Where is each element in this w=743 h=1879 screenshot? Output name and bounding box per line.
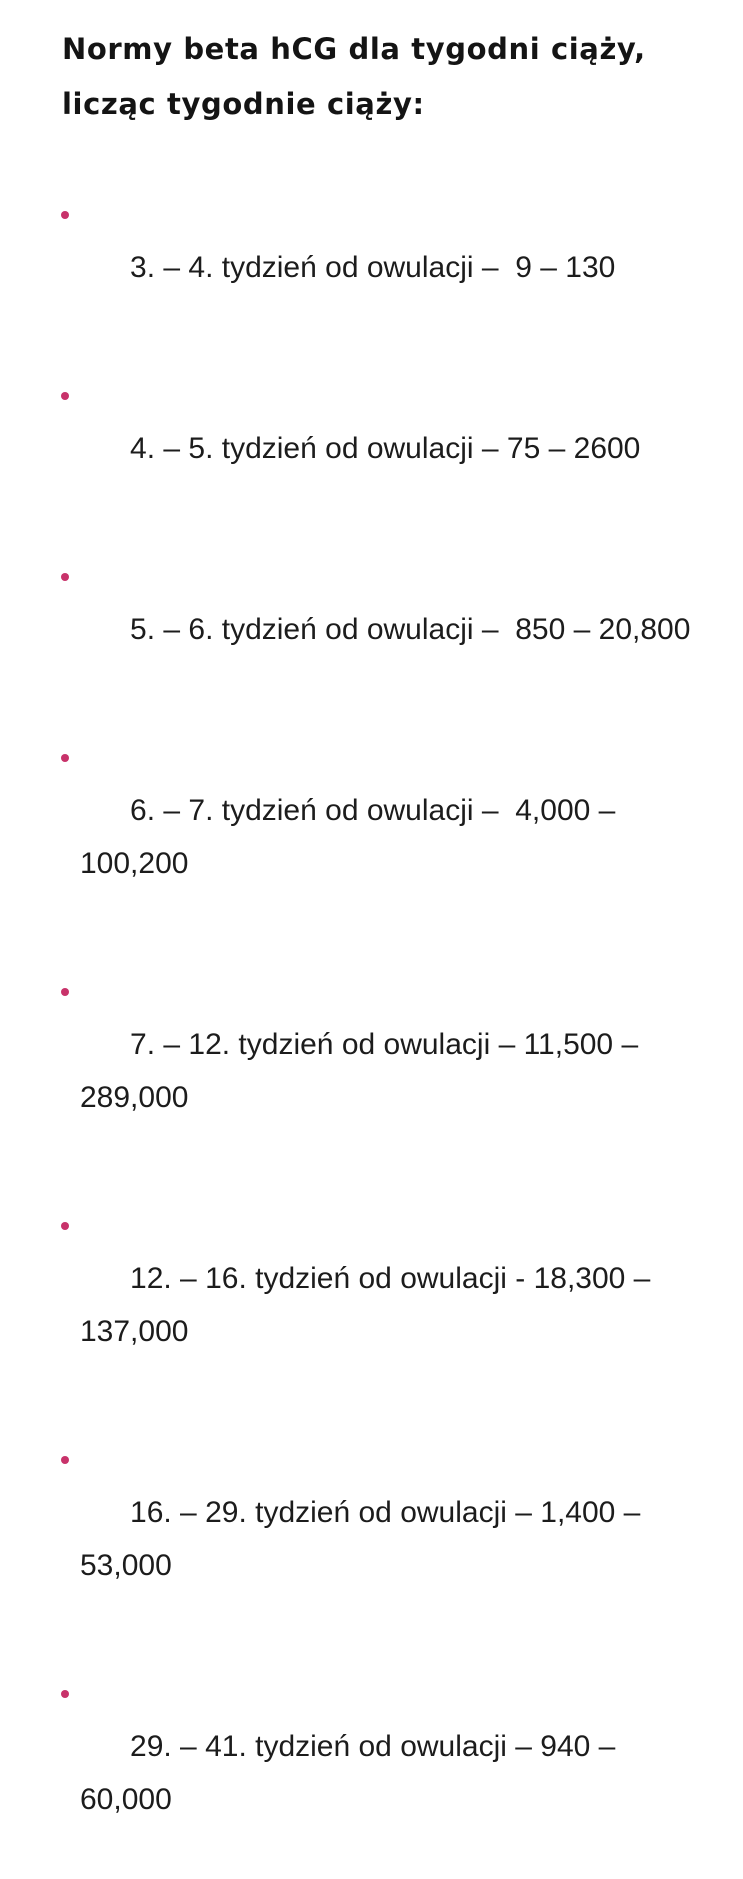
list-item-text: 29. – 41. tydzień od owulacji – 940 – 60,000 <box>80 1730 624 1816</box>
list-item-text: 5. – 6. tydzień od owulacji – 850 – 20,800 <box>130 613 691 646</box>
bullet-icon <box>61 1690 69 1698</box>
list-item <box>0 1433 743 1645</box>
list-item <box>0 1667 743 1879</box>
list-item-text: 3. – 4. tydzień od owulacji – 9 – 130 <box>130 251 616 284</box>
hcg-norms-list <box>0 188 743 1879</box>
bullet-icon <box>61 1222 69 1230</box>
list-item <box>0 965 743 1177</box>
bullet-icon <box>61 754 69 762</box>
section-heading: Normy beta hCG dla tygodni ciąży, licząc tygodnie ciąży: <box>62 32 646 121</box>
list-item-text: 16. – 29. tydzień od owulacji – 1,400 – 53,000 <box>80 1496 649 1582</box>
bullet-icon <box>61 1456 69 1464</box>
bullet-icon <box>61 211 69 219</box>
list-item <box>0 369 743 528</box>
list-item-text: 7. – 12. tydzień od owulacji – 11,500 – 289,000 <box>80 1028 647 1114</box>
list-item-text: 4. – 5. tydzień od owulacji – 75 – 2600 <box>130 432 641 465</box>
list-item <box>0 731 743 943</box>
bullet-icon <box>61 392 69 400</box>
list-item-text: 12. – 16. tydzień od owulacji - 18,300 – 137,000 <box>80 1262 659 1348</box>
bullet-icon <box>61 573 69 581</box>
list-item <box>0 550 743 709</box>
list-item-text: 6. – 7. tydzień od owulacji – 4,000 – 100,200 <box>80 794 624 880</box>
list-item <box>0 1199 743 1411</box>
bullet-icon <box>61 988 69 996</box>
list-item <box>0 188 743 347</box>
